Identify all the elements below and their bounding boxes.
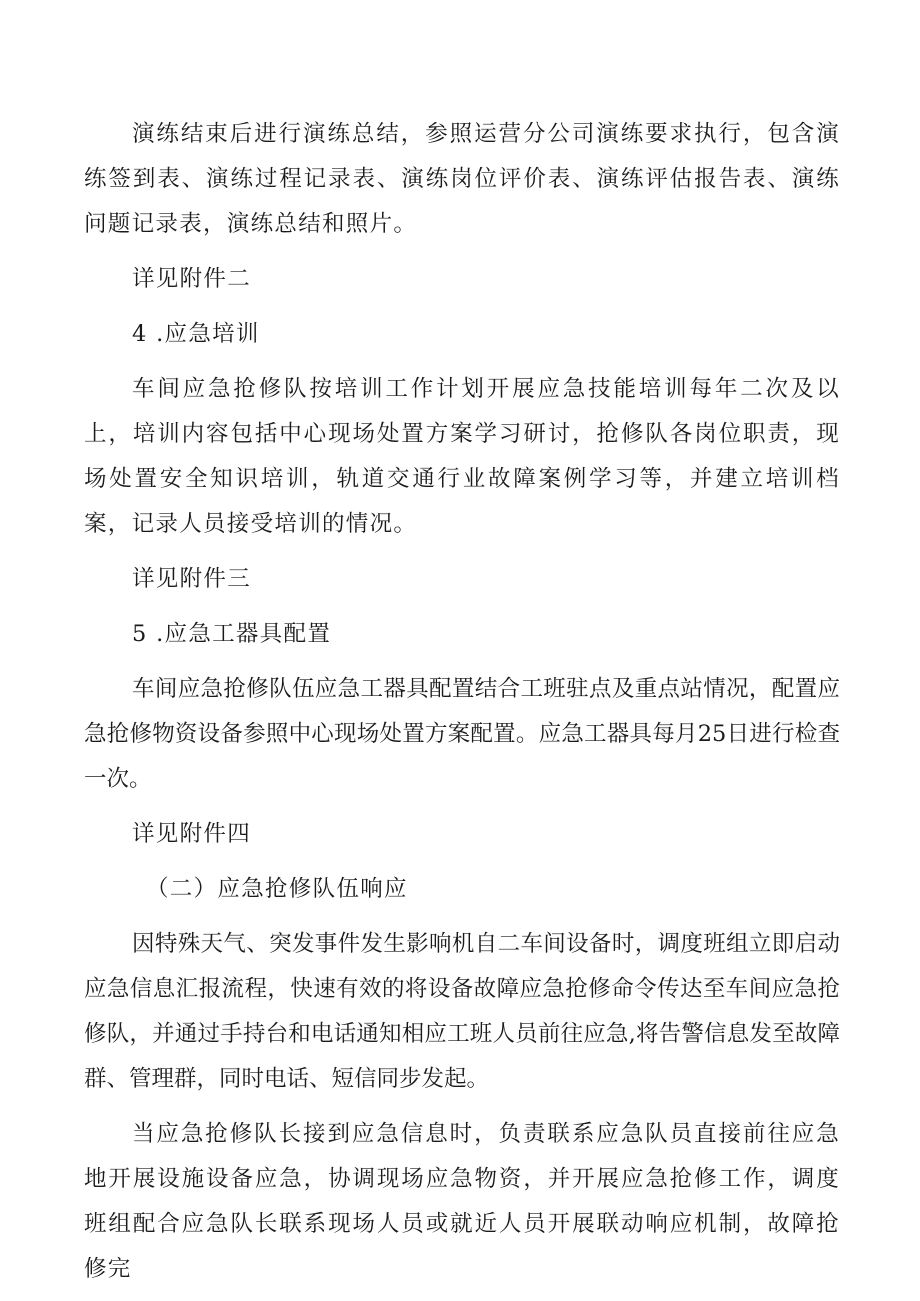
paragraph-team-leader: 当应急抢修队长接到应急信息时，负责联系应急队员直接前往应急地开展设施设备应急，协调现场应急物资，并开展应急抢修工作，调度班组配合应急队长联系现场人员或就近人员开展联动响应机制，故障抢修完 [84, 1121, 840, 1282]
spacer [84, 857, 840, 867]
spacer [84, 802, 840, 812]
spacer [84, 302, 840, 312]
spacer [84, 602, 840, 612]
spacer [84, 547, 840, 557]
section-heading-training: 4 .应急培训 [132, 321, 260, 347]
paragraph-training: 车间应急抢修队按培训工作计划开展应急技能培训每年二次及以上，培训内容包括中心现场处置方案学习研讨，抢修队各岗位职责，现场处置安全知识培训，轨道交通行业故障案例学习等，并建立培训档案，记录人员接受培训的情况。 [84, 376, 840, 537]
paragraph-drill-summary: 演练结束后进行演练总结，参照运营分公司演练要求执行，包含演练签到表、演练过程记录表、演练岗位评价表、演练评估报告表、演练问题记录表，演练总结和照片。 [84, 121, 840, 237]
spacer [84, 357, 840, 367]
section-heading-response: （二）应急抢修队伍响应 [146, 876, 408, 902]
spacer [84, 912, 840, 922]
reference-attachment-3: 详见附件三 [132, 566, 252, 592]
reference-attachment-4: 详见附件四 [132, 821, 252, 847]
reference-attachment-2: 详见附件二 [132, 266, 252, 292]
document-page [84, 112, 840, 1292]
spacer [84, 657, 840, 667]
paragraph-response-flow: 因特殊天气、突发事件发生影响机自二车间设备时，调度班组立即启动应急信息汇报流程，快速有效的将设备故障应急抢修命令传达至车间应急抢修队，并通过手持台和电话通知相应工班人员前往应急,将告警信息发至故障群、管理群，同时电话、短信同步发起。 [84, 931, 840, 1092]
paragraph-tools: 车间应急抢修队伍应急工器具配置结合工班驻点及重点站情况，配置应急抢修物资设备参照中心现场处置方案配置。应急工器具每月25日进行检查一次。 [84, 676, 840, 792]
spacer [84, 247, 840, 257]
spacer [84, 1102, 840, 1112]
section-heading-tools: 5 .应急工器具配置 [132, 621, 332, 647]
